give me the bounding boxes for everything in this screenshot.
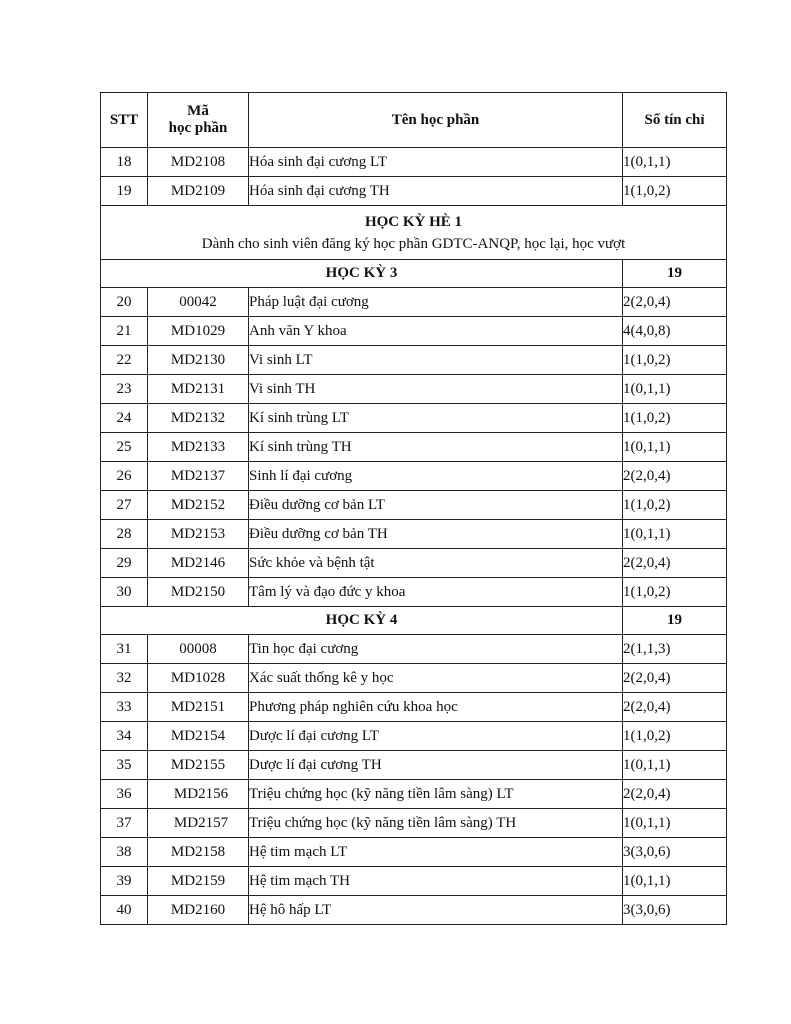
table-row: [101, 491, 727, 520]
table-row: [101, 317, 727, 346]
table-row: [101, 780, 727, 809]
row-code: 00008: [148, 635, 249, 664]
row-stt: 22: [101, 346, 148, 375]
row-code: MD2153: [148, 520, 249, 549]
row-code: MD2108: [148, 148, 249, 177]
row-stt: 37: [101, 809, 148, 838]
row-stt: 18: [101, 148, 148, 177]
table-row: [101, 751, 727, 780]
row-name: Anh văn Y khoa: [249, 317, 623, 346]
row-stt: 20: [101, 288, 148, 317]
row-name: Vi sinh TH: [249, 375, 623, 404]
row-name: Kí sinh trùng LT: [249, 404, 623, 433]
row-credits: 1(0,1,1): [623, 867, 727, 896]
row-stt: 29: [101, 549, 148, 578]
table-row: [101, 578, 727, 607]
row-credits: 1(0,1,1): [623, 433, 727, 462]
row-code: MD2154: [148, 722, 249, 751]
row-name: Hệ tim mạch LT: [249, 838, 623, 867]
header-course-name: Tên học phần: [249, 93, 623, 148]
row-stt: 30: [101, 578, 148, 607]
header-code-line1: Mã: [187, 103, 209, 119]
header-course-code: [148, 93, 249, 148]
table-row: [101, 664, 727, 693]
row-code: MD2158: [148, 838, 249, 867]
row-credits: 2(2,0,4): [623, 462, 727, 491]
row-name: Sức khỏe và bệnh tật: [249, 549, 623, 578]
row-code: MD2109: [148, 177, 249, 206]
row-stt: 32: [101, 664, 148, 693]
row-stt: 23: [101, 375, 148, 404]
row-credits: 1(1,0,2): [623, 722, 727, 751]
table-row: [101, 693, 727, 722]
row-credits: 2(2,0,4): [623, 780, 727, 809]
table-row: [101, 549, 727, 578]
row-stt: 31: [101, 635, 148, 664]
row-name: Triệu chứng học (kỹ năng tiền lâm sàng) LT: [249, 780, 623, 809]
row-name: Xác suất thống kê y học: [249, 664, 623, 693]
header-code-line2: học phần: [168, 120, 228, 136]
row-code: [148, 809, 249, 838]
row-name: Dược lí đại cương TH: [249, 751, 623, 780]
row-code: MD2132: [148, 404, 249, 433]
table-row: [101, 148, 727, 177]
row-name: Sinh lí đại cương: [249, 462, 623, 491]
header-stt: STT: [101, 93, 148, 148]
table-row: [101, 635, 727, 664]
table-row: [101, 867, 727, 896]
table-row: [101, 896, 727, 925]
row-credits: 1(0,1,1): [623, 520, 727, 549]
table-row: [101, 809, 727, 838]
row-code: [148, 780, 249, 809]
row-credits: 4(4,0,8): [623, 317, 727, 346]
row-credits: 1(0,1,1): [623, 148, 727, 177]
row-stt: 40: [101, 896, 148, 925]
semester-3-header-row: [101, 260, 727, 288]
table-row: [101, 404, 727, 433]
row-credits: 1(0,1,1): [623, 809, 727, 838]
row-credits: 3(3,0,6): [623, 838, 727, 867]
row-stt: 21: [101, 317, 148, 346]
row-credits: 1(0,1,1): [623, 751, 727, 780]
row-code: MD2159: [148, 867, 249, 896]
row-code: MD2146: [148, 549, 249, 578]
row-code: MD2155: [148, 751, 249, 780]
row-credits: 1(1,0,2): [623, 346, 727, 375]
row-credits: 2(2,0,4): [623, 549, 727, 578]
row-name: Vi sinh LT: [249, 346, 623, 375]
row-stt: 34: [101, 722, 148, 751]
row-stt: 35: [101, 751, 148, 780]
row-credits: 1(1,0,2): [623, 404, 727, 433]
table-row: [101, 462, 727, 491]
summer-semester-row: [101, 206, 727, 260]
row-code: MD2137: [148, 462, 249, 491]
row-credits: 2(1,1,3): [623, 635, 727, 664]
row-stt: 36: [101, 780, 148, 809]
semester-4-title: HỌC KỲ 4: [101, 607, 623, 635]
row-stt: 19: [101, 177, 148, 206]
summer-semester-note: Dành cho sinh viên đăng ký học phần GDTC-ANQP, học lại, học vượt: [201, 235, 626, 252]
row-credits: 1(1,0,2): [623, 578, 727, 607]
semester-4-total: 19: [623, 607, 727, 635]
row-stt: 27: [101, 491, 148, 520]
row-stt: 25: [101, 433, 148, 462]
row-stt: 39: [101, 867, 148, 896]
row-stt: 26: [101, 462, 148, 491]
row-code: MD2151: [148, 693, 249, 722]
semester-3-total: 19: [623, 260, 727, 288]
row-code-text: MD2156: [173, 785, 229, 802]
row-stt: 24: [101, 404, 148, 433]
summer-semester-title: HỌC KỲ HÈ 1: [364, 213, 463, 230]
row-code: MD1028: [148, 664, 249, 693]
table-row: [101, 288, 727, 317]
row-code: MD2150: [148, 578, 249, 607]
row-credits: 3(3,0,6): [623, 896, 727, 925]
row-stt: 38: [101, 838, 148, 867]
row-credits: 2(2,0,4): [623, 664, 727, 693]
row-name: Hóa sinh đại cương TH: [249, 177, 623, 206]
row-name: Tâm lý và đạo đức y khoa: [249, 578, 623, 607]
table-row: [101, 346, 727, 375]
row-code: MD2131: [148, 375, 249, 404]
table-row: [101, 433, 727, 462]
semester-4-header-row: [101, 607, 727, 635]
row-name: Điều dưỡng cơ bản LT: [249, 491, 623, 520]
row-name: Pháp luật đại cương: [249, 288, 623, 317]
row-name: Hệ tim mạch TH: [249, 867, 623, 896]
row-name: Dược lí đại cương LT: [249, 722, 623, 751]
row-code: MD2152: [148, 491, 249, 520]
row-code-text: MD2157: [173, 814, 229, 831]
row-name: Kí sinh trùng TH: [249, 433, 623, 462]
row-name: Triệu chứng học (kỹ năng tiền lâm sàng) TH: [249, 809, 623, 838]
row-name: Phương pháp nghiên cứu khoa học: [249, 693, 623, 722]
row-name: Hệ hô hấp LT: [249, 896, 623, 925]
row-credits: 1(0,1,1): [623, 375, 727, 404]
table-header-row: [101, 93, 727, 148]
curriculum-table: [100, 92, 727, 925]
row-name: Điều dưỡng cơ bản TH: [249, 520, 623, 549]
header-credits: Số tín chỉ: [623, 93, 727, 148]
summer-semester-cell: [101, 206, 727, 260]
row-credits: 2(2,0,4): [623, 288, 727, 317]
row-credits: 1(1,0,2): [623, 491, 727, 520]
row-code: MD1029: [148, 317, 249, 346]
row-code: MD2130: [148, 346, 249, 375]
table-row: [101, 375, 727, 404]
row-name: Tin học đại cương: [249, 635, 623, 664]
row-code: MD2133: [148, 433, 249, 462]
row-code: MD2160: [148, 896, 249, 925]
row-credits: 2(2,0,4): [623, 693, 727, 722]
table-row: [101, 177, 727, 206]
row-stt: 33: [101, 693, 148, 722]
table-row: [101, 520, 727, 549]
table-row: [101, 838, 727, 867]
row-credits: 1(1,0,2): [623, 177, 727, 206]
table-row: [101, 722, 727, 751]
semester-3-title: HỌC KỲ 3: [101, 260, 623, 288]
row-stt: 28: [101, 520, 148, 549]
row-code: 00042: [148, 288, 249, 317]
row-name: Hóa sinh đại cương LT: [249, 148, 623, 177]
